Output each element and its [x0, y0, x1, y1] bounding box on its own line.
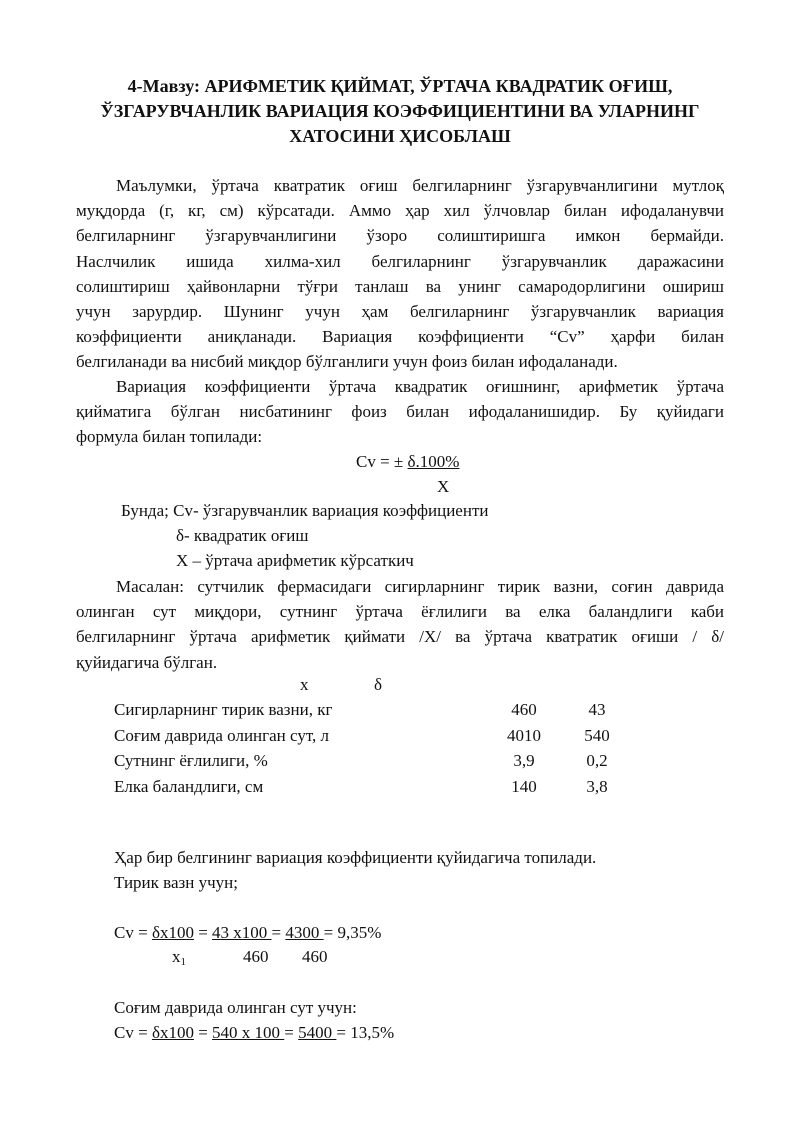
- title-line: 4-Мавзу: АРИФМЕТИК ҚИЙМАТ, ЎРТАЧА КВАДРАТИК ОҒИШ,: [127, 76, 673, 96]
- row-x-value: 4010: [507, 725, 541, 745]
- row-label: Елка баландлиги, см: [114, 776, 264, 796]
- paragraph-line: Масалан: сутчилик фермасидаги сигирларнинг тирик вазни, соғин даврида: [116, 577, 724, 596]
- calc1-equals: =: [271, 923, 286, 942]
- paragraph-line: белгиларнинг ўзгарувчанлигини ўзоро солиштиришга имкон бермайди.: [76, 226, 724, 246]
- paragraph-line: учун зарурдир. Шунинг учун ҳам белгиларнинг ўзгарувчанлик вариация: [76, 301, 724, 321]
- paragraph-line: формула билан топилади:: [76, 427, 263, 447]
- table-row: [114, 723, 630, 749]
- calc1-heading: Тирик вазн учун;: [114, 873, 238, 892]
- paragraph-line: Вариация коэффициенти ўртача квадратик оғишнинг, арифметик ўртача: [116, 377, 724, 396]
- paragraph-line: Маълумки, ўртача кватратик оғиш белгиларнинг ўзгарувчанлигини мутлоқ: [116, 176, 724, 195]
- formula-lhs: Cv = ±: [356, 452, 408, 471]
- values-table: [114, 697, 630, 799]
- row-delta-value: 0,2: [586, 751, 608, 770]
- calc-intro: Ҳар бир белгининг вариация коэффициенти қуйидагича топилади.: [114, 848, 597, 867]
- paragraph-line: муқдорда (г, кг, см) кўрсатади. Аммо ҳар хил ўлчовлар билан ифодаланувчи: [76, 201, 724, 221]
- paragraph-line: белгиларнинг ўртача арифметик қиймати /X/ ва ўртача кватратик оғиши / δ/: [76, 627, 724, 647]
- calc2-heading: Соғим даврида олинган сут учун:: [114, 998, 357, 1017]
- example-paragraph: [76, 574, 724, 675]
- row-x-value: 140: [511, 776, 537, 796]
- calc1-result: = 9,35%: [323, 923, 382, 942]
- calc2-fraction-product: 5400: [298, 1023, 337, 1042]
- row-delta-value: 3,8: [586, 776, 608, 796]
- paragraph-line: Наслчилик ишида хилма-хил белгиларнинг ўзгарувчанлик даражасини: [76, 251, 724, 271]
- calc1-den-x: х: [172, 947, 181, 966]
- calc2-equals: =: [284, 1023, 299, 1042]
- definition-paragraph: [76, 374, 724, 450]
- paragraph-line: олинган сут миқдори, сутнинг ўртача ёғлилиги ва елка баландлиги каби: [76, 602, 724, 622]
- calc2-fraction-numeric: 540 х 100: [212, 1023, 285, 1042]
- calc1-denominator-symbol: [172, 945, 186, 974]
- calc1-denominator-value: 460: [243, 947, 269, 966]
- row-delta-value: 540: [584, 725, 610, 745]
- table-row: [114, 748, 630, 774]
- row-label: Сигирларнинг тирик вазни, кг: [114, 700, 333, 719]
- row-label: Сутнинг ёғлилиги, %: [114, 751, 268, 770]
- paragraph-line: белгиланади ва нисбий миқдор бўлганлиги учун фоиз билан ифодаланади.: [76, 352, 618, 372]
- row-x-value: 460: [511, 700, 537, 719]
- table-row: [114, 697, 630, 723]
- title-line: ЎЗГАРУВЧАНЛИК ВАРИАЦИЯ КОЭФФИЦИЕНТИНИ ВА УЛАРНИНГ: [100, 101, 700, 121]
- calc1-formula: [114, 921, 381, 945]
- column-header-x: x: [300, 675, 309, 694]
- paragraph-line: солиштириш ҳайвонларни тўғри танлаш ва унинг самародорлигини ошириш: [76, 276, 724, 296]
- calc1-fraction-product: 4300: [285, 923, 324, 942]
- formula-numerator: δ.100%: [407, 452, 460, 471]
- page-title: [60, 74, 740, 149]
- intro-paragraph: [76, 173, 724, 375]
- calc2-result: = 13,5%: [336, 1023, 395, 1042]
- row-delta-value: 43: [588, 700, 606, 719]
- calc1-fraction-numeric: 43 х100: [212, 923, 272, 942]
- legend-cv: Бунда; Cv- ўзгарувчанлик вариация коэффициенти: [121, 501, 489, 520]
- calc2-equals: =: [193, 1023, 213, 1042]
- paragraph-line: коэффициенти аниқланади. Вариация коэффициенти “Cv” ҳарфи билан: [76, 327, 724, 347]
- paragraph-line: қуйидагича бўлган.: [76, 652, 218, 672]
- title-line: ХАТОСИНИ ҲИСОБЛАШ: [289, 126, 511, 146]
- column-header-delta: δ: [374, 675, 383, 694]
- table-row: [114, 774, 630, 800]
- formula-denominator: X: [437, 477, 450, 496]
- legend-x: X – ўртача арифметик кўрсаткич: [176, 551, 414, 570]
- row-label: Соғим даврида олинган сут, л: [114, 725, 329, 745]
- paragraph-line: қийматига бўлган нисбатининг фоиз билан ифодаланишидир. Бу қуйидаги: [76, 402, 724, 422]
- calc1-equals: =: [193, 923, 213, 942]
- calc2-formula: [114, 1021, 394, 1045]
- calc1-den-subscript: 1: [180, 956, 186, 968]
- calc2-lhs: Cv =: [114, 1023, 152, 1042]
- legend-delta: δ- квадратик оғиш: [176, 526, 309, 545]
- calc1-denominator-value: 460: [302, 947, 328, 966]
- row-x-value: 3,9: [513, 751, 535, 770]
- calc2-fraction-general: δх100: [151, 1023, 194, 1042]
- calc1-lhs: Cv =: [114, 923, 152, 942]
- calc1-fraction-general: δх100: [151, 923, 194, 942]
- formula-main: [356, 450, 459, 474]
